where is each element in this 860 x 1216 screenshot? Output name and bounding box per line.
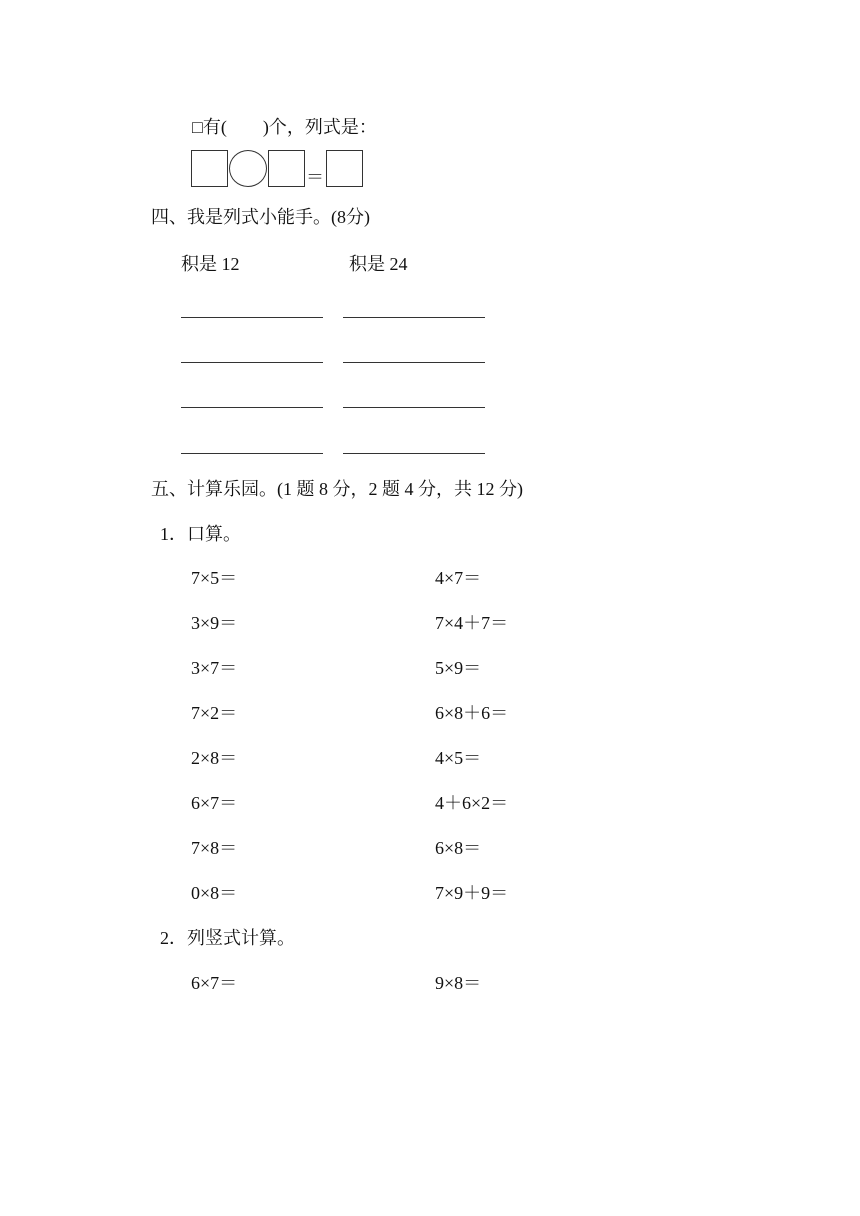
section-4-heading: 四、我是列式小能手。(8分) [151,207,370,227]
blank-line[interactable] [343,453,485,454]
oral-item: 5×9＝ [435,658,482,678]
answer-box-1[interactable] [191,150,228,187]
oral-item: 2×8＝ [191,748,238,768]
blank-line[interactable] [343,407,485,408]
product-24-label: 积是 24 [349,254,408,274]
oral-item: 3×9＝ [191,613,238,633]
oral-item: 7×9＋9＝ [435,883,509,903]
section-5-heading: 五、计算乐园。(1 题 8 分，2 题 4 分，共 12 分) [151,479,523,499]
answer-box-2[interactable] [268,150,305,187]
vertical-item: 6×7＝ [191,973,238,993]
oral-item: 0×8＝ [191,883,238,903]
blank-line[interactable] [181,317,323,318]
blank-line[interactable] [181,407,323,408]
oral-item: 7×2＝ [191,703,238,723]
oral-item: 7×8＝ [191,838,238,858]
oral-item: 6×7＝ [191,793,238,813]
operator-circle[interactable] [229,150,267,187]
oral-item: 4×5＝ [435,748,482,768]
vertical-item: 9×8＝ [435,973,482,993]
blank-line[interactable] [181,362,323,363]
oral-item: 4×7＝ [435,568,482,588]
question-1-label: 1．口算。 [160,524,241,544]
blank-line[interactable] [343,317,485,318]
product-12-label: 积是 12 [181,254,240,274]
oral-item: 7×4＋7＝ [435,613,509,633]
equals-sign: ＝ [306,167,324,187]
oral-item: 4＋6×2＝ [435,793,509,813]
count-question: □有( )个，列式是： [192,117,377,137]
blank-line[interactable] [181,453,323,454]
answer-box-result[interactable] [326,150,363,187]
oral-item: 6×8＝ [435,838,482,858]
blank-line[interactable] [343,362,485,363]
question-2-label: 2．列竖式计算。 [160,928,295,948]
oral-item: 6×8＋6＝ [435,703,509,723]
oral-item: 3×7＝ [191,658,238,678]
oral-item: 7×5＝ [191,568,238,588]
